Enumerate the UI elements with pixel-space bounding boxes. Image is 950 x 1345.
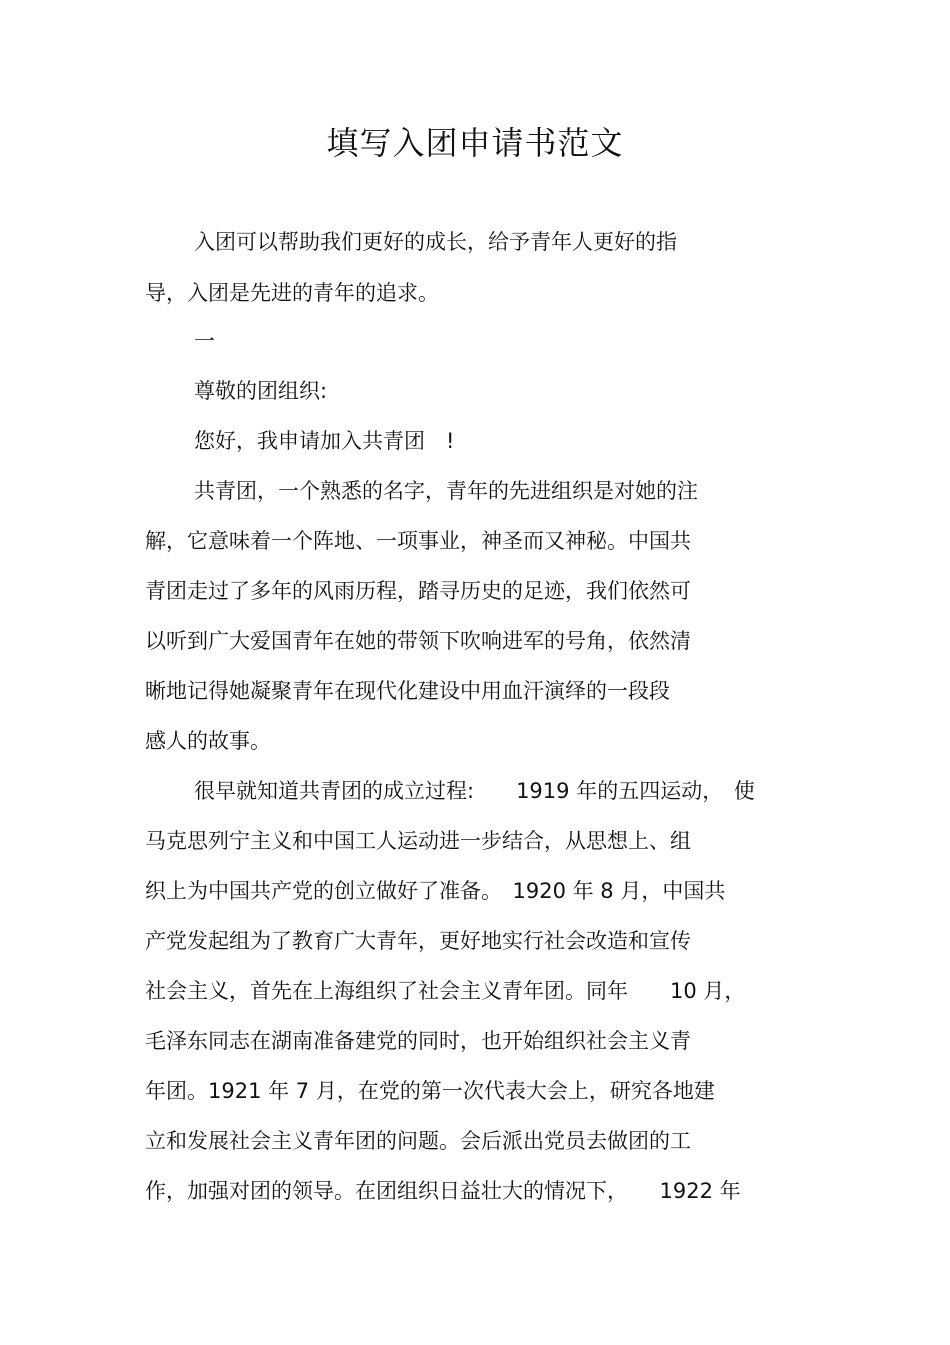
paragraph-line: 毛泽东同志在湖南准备建党的同时，也开始组织社会主义青 xyxy=(145,1029,691,1053)
document-title: 填写入团申请书范文 xyxy=(326,124,624,162)
paragraph-line: 社会主义，首先在上海组织了社会主义青年团。同年 10 月， xyxy=(145,979,746,1003)
paragraph-line: 产党发起组为了教育广大青年，更好地实行社会改造和宣传 xyxy=(145,929,691,953)
paragraph-line: 织上为中国共产党的创立做好了准备。 1920 年 8 月，中国共 xyxy=(145,879,726,903)
paragraph-line: 解，它意味着一个阵地、一项事业，神圣而又神秘。中国共 xyxy=(145,529,691,553)
paragraph-line: 入团可以帮助我们更好的成长，给予青年人更好的指 xyxy=(194,230,677,254)
paragraph-line: 马克思列宁主义和中国工人运动进一步结合，从思想上、组 xyxy=(145,829,691,853)
paragraph-line: 共青团，一个熟悉的名字，青年的先进组织是对她的注 xyxy=(194,479,698,503)
paragraph-line: 感人的故事。 xyxy=(145,729,271,753)
paragraph-line: 年团。1921 年 7 月，在党的第一次代表大会上，研究各地建 xyxy=(145,1079,715,1103)
salutation: 尊敬的团组织: xyxy=(194,379,328,403)
paragraph-line: 青团走过了多年的风雨历程，踏寻历史的足迹，我们依然可 xyxy=(145,579,691,603)
paragraph-line: 晰地记得她凝聚青年在现代化建设中用血汗演绎的一段段 xyxy=(145,679,670,703)
section-number: 一 xyxy=(194,329,215,353)
paragraph-line: 很早就知道共青团的成立过程: 1919 年的五四运动， 使 xyxy=(194,779,755,803)
paragraph-line: 导，入团是先进的青年的追求。 xyxy=(145,281,439,305)
paragraph-line: 立和发展社会主义青年团的问题。会后派出党员去做团的工 xyxy=(145,1129,691,1153)
paragraph-line: 以听到广大爱国青年在她的带领下吹响进军的号角，依然清 xyxy=(145,629,691,653)
paragraph-line: 作，加强对团的领导。在团组织日益壮大的情况下， 1922 年 xyxy=(145,1179,741,1203)
greeting-line: 您好，我申请加入共青团 ! xyxy=(194,429,455,453)
